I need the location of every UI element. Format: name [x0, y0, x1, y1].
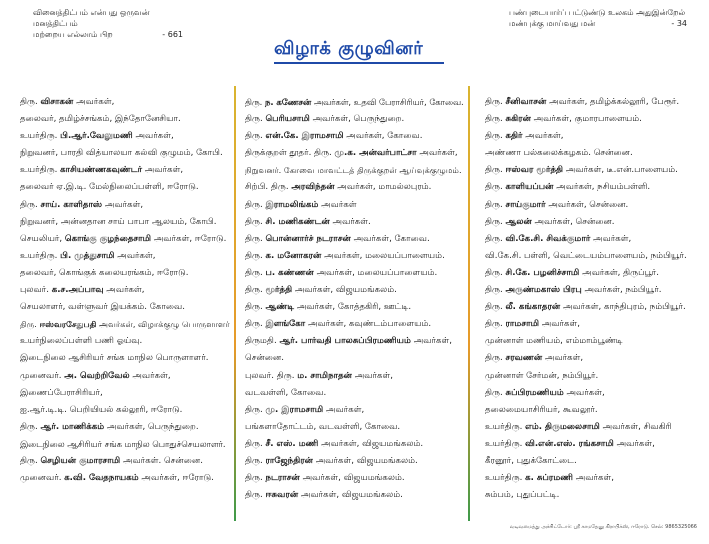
entry-suffix: அவர்கள், [522, 131, 564, 142]
committee-entry [485, 282, 705, 299]
entry-suffix: அவர்கள், காந்திபுரம், நம்பியூர். [560, 302, 686, 313]
entry-prefix: திரு. [245, 404, 266, 415]
member-name: மூர்த்தி [265, 285, 293, 296]
entry-prefix: திரு. [485, 285, 506, 296]
member-name: ராஜேந்திரன் [265, 455, 314, 466]
member-name: ஆர். பார்வதி பாலசுப்பிரமணியம் [279, 336, 411, 347]
entry-prefix: உயர்திரு. [485, 473, 526, 484]
committee-entry [20, 350, 230, 367]
member-name: சுப்பிரமணியம் [505, 387, 564, 398]
member-name: சரவணன் [505, 353, 543, 364]
entry-suffix: அவர்கள், ஈரோடு. [138, 473, 214, 484]
entry-suffix: அவர்கள், விஜயமங்கலம். [299, 473, 405, 484]
member-name: பெரியசாமி [265, 114, 310, 125]
committee-entry [485, 470, 705, 487]
entry-prefix: தலைவர், கொங்குக் கலையரங்கம், ஈரோடு. [20, 267, 189, 278]
entry-suffix: அவர்கள், [129, 370, 171, 381]
member-name: ந. கணேசன் [264, 97, 312, 107]
member-name: ஆலன் [505, 216, 532, 227]
committee-entry [20, 145, 230, 162]
header-right-line1: பண்புடையார்ப் பட்டுண்டு உலகம் அதுஇன்றேல் [509, 8, 686, 17]
entry-prefix: பங்களாதோட்டம், வடவள்ளி, கோவை. [245, 421, 401, 432]
committee-entry [245, 231, 465, 248]
committee-entry [245, 350, 465, 367]
entry-suffix: அவர்கள், சென்னை. [545, 199, 629, 210]
header-right-number: - 34 [671, 19, 687, 28]
entry-prefix: திரு. [245, 267, 266, 278]
entry-prefix: திரு. [20, 319, 40, 330]
member-name: ஈஸ்வரசேதுபதி [39, 319, 97, 330]
entry-prefix: சென்னை. [245, 353, 284, 364]
entry-suffix: அவர்கள், கோத்தகிரி, ஊட்டி. [294, 302, 412, 313]
member-name: என்.கே. இராமசாமி [265, 131, 344, 142]
committee-entry [245, 299, 465, 316]
entry-prefix: முன்னாள் மணியம், எம்மாம்பூண்டி [485, 336, 623, 347]
entry-prefix: உயர்திரு. [20, 250, 61, 261]
committee-entry [485, 385, 705, 402]
committee-entry [245, 453, 465, 470]
committee-entry [20, 128, 230, 145]
committee-entry [245, 419, 465, 436]
member-name: பி.ஆர்.வேலுமணி [60, 131, 133, 142]
entry-prefix: திரு. [485, 97, 506, 107]
entry-prefix: இடைநிலை ஆசிரியர் சங்க மாநில பொதுச்செயலாளர். [20, 438, 226, 449]
entry-suffix: அவர்கள், விஜயமங்கலம். [292, 285, 397, 296]
committee-entry [485, 265, 705, 282]
entry-prefix: திரு. [485, 233, 506, 244]
committee-entry [20, 470, 230, 487]
committee-column-1 [20, 94, 230, 487]
entry-suffix: அவர்கள், நம்பியூர். [581, 285, 662, 296]
member-name: க. சுப்ரமணி [525, 473, 574, 484]
entry-suffix: அவர்கள், [103, 285, 145, 296]
committee-entry [485, 94, 705, 111]
entry-suffix: அவர்கள், [590, 233, 632, 244]
entry-suffix: அவர்கள், சென்னை. [531, 216, 615, 227]
committee-entry [20, 231, 230, 248]
member-name: மு. இராமசாமி [265, 404, 324, 415]
printer-credit: வடிவமைத்து அச்சிட்டோர்: ஸ்ரீ காமதேனு கிராபிக்ஸ், ஈரோடு. செல்: 9865325066 [509, 524, 697, 530]
entry-suffix: அவர்கள், கோவை. [343, 131, 423, 142]
entry-prefix: திரு. [245, 302, 266, 313]
entry-suffix: அவர்கள், [613, 438, 655, 449]
entry-suffix: அவர்கள், [102, 199, 144, 210]
member-name: பி. முத்துசாமி [60, 250, 115, 261]
entry-suffix: அவர்கள், மலையப்பாளையம். [313, 267, 438, 278]
entry-prefix: உயர்திரு. [20, 131, 61, 142]
entry-prefix: முனைவர். [20, 370, 65, 381]
committee-entry [20, 402, 230, 419]
committee-entry [485, 214, 705, 231]
entry-prefix: முன்னாள் சேர்மன், நம்பியூர். [485, 370, 599, 381]
entry-suffix: அவர்கள், மாமல்லபுரம். [334, 182, 432, 193]
committee-entry [20, 453, 230, 470]
committee-entry [245, 402, 465, 419]
member-name: காசியண்ணகவுண்டர் [60, 165, 143, 176]
entry-prefix: திரு. [245, 233, 266, 244]
entry-prefix: திரு. [245, 319, 266, 330]
entry-prefix: திருக்குறள் தூதர். திரு. [245, 148, 335, 159]
header-left-line1: வினைத்திட்பம் என்பது ஒருவன் மனத்திட்பம் [33, 8, 150, 28]
member-name: க.வி. வேதநாயகம் [64, 473, 139, 484]
entry-prefix: திரு. [20, 97, 41, 107]
header-left-couplet [33, 7, 183, 40]
member-name: ராமசாமி [505, 319, 540, 330]
member-name: ம. சாமிநாதன் [297, 370, 353, 381]
entry-prefix: புலவர். [20, 285, 52, 296]
entry-suffix: அவர்கள், [323, 404, 365, 415]
entry-prefix: திரு. [485, 114, 506, 125]
entry-prefix: திரு. [245, 455, 266, 466]
entry-prefix: திரு. [485, 182, 506, 193]
entry-prefix: திரு. [245, 473, 266, 484]
header-right-line2: மண்புக்கு மாய்வது மன் [509, 19, 596, 28]
entry-prefix: நிறுவனர். கோவை மாவட்டத் திருக்குறள் ஆய்வுக்குழுமம். [245, 165, 462, 176]
entry-suffix: அவர்கள், [563, 387, 605, 398]
committee-entry [485, 487, 705, 504]
committee-entry [245, 333, 465, 350]
committee-entry [20, 265, 230, 282]
committee-entry [20, 299, 230, 316]
entry-suffix: அவர்கள், [542, 353, 584, 364]
committee-entry [485, 368, 705, 385]
committee-entry [245, 248, 465, 265]
entry-prefix: திரு. [20, 455, 41, 466]
entry-prefix: சும்பம், புதுப்பட்டி. [485, 490, 560, 501]
committee-entry [485, 402, 705, 419]
committee-entry [20, 197, 230, 214]
entry-prefix: கீரனூர், புதுக்கோட்டை. [485, 455, 577, 466]
entry-prefix: ஐ.ஆர்.டி.டி. பெறியியல் கல்லூரி, ஈரோடு. [20, 404, 183, 415]
entry-prefix: திரு. [485, 319, 506, 330]
committee-entry [485, 248, 705, 265]
column-divider [234, 86, 236, 521]
entry-prefix: திரு. [485, 267, 506, 278]
committee-entry [245, 162, 465, 179]
entry-prefix: திரு. [485, 387, 506, 398]
committee-entry [20, 214, 230, 231]
entry-prefix: உயர்திரு. [20, 165, 61, 176]
entry-prefix: திரு. [485, 302, 506, 313]
member-name: ஈஸ்வர மூர்த்தி [505, 165, 564, 176]
entry-suffix: அவர்கள், குமாரபாளையம். [530, 114, 642, 125]
entry-suffix: அவர்கள். [329, 216, 371, 227]
entry-prefix: இடைநிலை ஆசிரியர் சங்க மாநில பொருளாளர். [20, 353, 209, 364]
entry-prefix: திரு. [485, 165, 506, 176]
entry-prefix: திரு. [245, 438, 266, 449]
title-underline [274, 62, 444, 64]
member-name: சாய். காளிதாஸ் [40, 199, 103, 210]
member-name: இளங்கோ [265, 319, 306, 330]
committee-entry [245, 128, 465, 145]
committee-entry [485, 316, 705, 333]
entry-prefix: நிறுவனர், அன்னதான சாய் பாபா ஆலயம், கோபி. [20, 216, 217, 227]
committee-entry [245, 487, 465, 504]
member-name: சீனிவாசன் [505, 97, 547, 107]
committee-entry [20, 111, 230, 128]
entry-prefix: திரு. [245, 490, 266, 501]
page-title: விழாக் குழுவினர் [274, 38, 424, 59]
committee-entry [245, 111, 465, 128]
committee-entry [485, 162, 705, 179]
column-divider [468, 86, 470, 521]
entry-prefix: திரு. [485, 353, 506, 364]
committee-entry [245, 470, 465, 487]
entry-suffix: அவர்கள், [410, 336, 452, 347]
committee-entry [485, 145, 705, 162]
entry-prefix: உயர்திரு. [485, 438, 526, 449]
member-name: கதிர் [505, 131, 523, 142]
committee-entry [485, 436, 705, 453]
entry-prefix: திரு. [485, 131, 506, 142]
entry-suffix: அவர்கள். சென்னை. [120, 455, 203, 466]
committee-entry [245, 368, 465, 385]
member-name: ஆர். மாணிக்கம் [40, 421, 105, 432]
entry-suffix: அவர்கள், விஜயமங்கலம். [313, 455, 418, 466]
member-name: அ. வெற்றிவேல் [64, 370, 130, 381]
member-name: பொன்னார்ச் நடராசன் [265, 233, 351, 244]
committee-column-2 [245, 94, 465, 504]
entry-suffix: அவர்கள், தமிழ்க்கல்லூரி, பேரூர். [546, 97, 680, 107]
member-name: காளியப்பன் [505, 182, 554, 193]
entry-suffix: அவர்கள், விஜயமங்கலம். [318, 438, 424, 449]
header-left-line2: மற்றைய எல்லாம் பிற [33, 30, 113, 39]
committee-entry [245, 145, 465, 162]
entry-suffix: அவர்கள், [539, 319, 581, 330]
committee-entry [20, 179, 230, 196]
committee-column-3 [485, 94, 705, 504]
entry-suffix: அவர்கள், [73, 97, 115, 107]
entry-prefix: வடவள்ளி, கோவை. [245, 387, 327, 398]
entry-prefix: திரு. [245, 199, 266, 210]
entry-suffix: அவர்கள், ஈரோடு. [151, 233, 227, 244]
entry-suffix: அவர்கள், டீ.என்.பாளையம். [563, 165, 678, 176]
committee-entry [245, 385, 465, 402]
committee-entry [245, 282, 465, 299]
committee-entry [20, 316, 230, 333]
entry-suffix: அவர்கள், [114, 250, 156, 261]
member-name: சுகிரன் [505, 114, 531, 125]
member-name: சீ. எஸ். மணி [265, 438, 319, 449]
entry-prefix: சிற்பி. திரு. [245, 182, 292, 193]
entry-prefix: நிறுவனர், பாரதி வித்யாலயா கல்வி குழுமம், கோபி. [20, 148, 223, 159]
member-name: வி.என்.எஸ். ரங்கசாமி [525, 438, 614, 449]
committee-entry [245, 316, 465, 333]
committee-entry [20, 368, 230, 385]
member-name: செழியன் குமாரசாமி [40, 455, 121, 466]
entry-prefix: திரு. [245, 216, 266, 227]
committee-entry [245, 179, 465, 196]
header-left-number: - 661 [162, 30, 183, 39]
entry-prefix: தலைமையாசிரியர், கூவலூர். [485, 404, 598, 415]
committee-entry [485, 299, 705, 316]
member-name: அரவிந்தன் [291, 182, 335, 193]
entry-prefix: திரு. [20, 421, 41, 432]
entry-prefix: தலைவர் ஏ.இ.டி. மேல்நிலைப்பள்ளி, ஈரோடு. [20, 182, 199, 193]
committee-entry [245, 94, 465, 111]
entry-suffix: அவர்கள், திருப்பூர். [579, 267, 660, 278]
entry-suffix: அவர்கள், கவுண்டம்பாளையம். [305, 319, 432, 330]
committee-entry [485, 197, 705, 214]
entry-suffix: அவர்கள், நசியம்பள்ளி. [553, 182, 651, 193]
entry-suffix: அவர்கள், [416, 148, 458, 159]
member-name: சாய்குமார் [505, 199, 546, 210]
member-name: எம். திருமலைசாமி [525, 421, 600, 432]
entry-prefix: புலவர். திரு. [245, 370, 298, 381]
entry-prefix: அண்ணா பல்கலைக்கழகம். சென்னை. [485, 148, 633, 159]
entry-prefix: திரு. [485, 216, 506, 227]
committee-entry [485, 179, 705, 196]
entry-prefix: இணைப்பேராசிரியர், [20, 387, 103, 398]
entry-suffix: அவர்கள், பெருந்துறை. [104, 421, 199, 432]
entry-prefix: தலைவர், தமிழ்ச்சங்கம், இந்தோனேசியா. [20, 114, 181, 125]
entry-suffix: அவர்கள், மலையப்பாளையம். [321, 250, 445, 261]
member-name: நடராசன் [265, 473, 300, 484]
committee-entry [485, 231, 705, 248]
entry-prefix: திரு. [245, 131, 266, 142]
member-name: க. மனோகரன் [265, 250, 322, 261]
entry-prefix: வி.கே.சி. பள்ளி, வெட்டையம்பாளையம், நம்பியூர். [485, 250, 687, 261]
committee-entry [20, 282, 230, 299]
entry-suffix: அவர்கள், கோவை. [350, 233, 430, 244]
member-name: மு.க. அன்வர்பாட்சா [334, 148, 417, 159]
entry-prefix: திரு. [245, 97, 265, 107]
entry-suffix: அவர்கள் [318, 199, 357, 210]
entry-prefix: திரு. [245, 114, 266, 125]
member-name: க.ச.அப்பாவு [51, 285, 104, 296]
entry-prefix: செயலியர், [20, 233, 65, 244]
entry-prefix: செயலாளர், வள்ளுவர் இயக்கம். கோவை. [20, 302, 185, 313]
member-name: ஆண்டி [265, 302, 295, 313]
member-name: சி.கே. பழனிச்சாமி [505, 267, 580, 278]
entry-suffix: அவர்கள், விஜயமங்கலம். [298, 490, 403, 501]
committee-entry [485, 111, 705, 128]
entry-prefix: திரு. [20, 199, 41, 210]
member-name: இராமலிங்கம் [265, 199, 319, 210]
member-name: ப. கண்ணன் [265, 267, 314, 278]
entry-suffix: அவர்கள், சிவகிரி [599, 421, 672, 432]
entry-suffix: அவர்கள், [132, 131, 174, 142]
entry-suffix: அவர்கள், பெருந்துறை. [309, 114, 405, 125]
member-name: வி.கே.சி. சிவக்குமார் [505, 233, 591, 244]
committee-entry [485, 350, 705, 367]
member-name: கொங்கு குழந்தைசாமி [64, 233, 152, 244]
committee-entry [20, 162, 230, 179]
entry-suffix: அவர்கள், விழாக்குழு பொருளாளர் [96, 319, 230, 330]
header-right-couplet [509, 7, 687, 29]
committee-entry [245, 436, 465, 453]
entry-prefix: முனைவர். [20, 473, 65, 484]
entry-suffix: அவர்கள், [573, 473, 615, 484]
entry-prefix: உயர்நிலைப்பள்ளி பணி ஓய்வு. [20, 336, 143, 347]
member-name: அருண்மகாஸ் பிரபு [505, 285, 582, 296]
committee-entry [20, 436, 230, 453]
entry-suffix: அவர்கள், [142, 165, 184, 176]
committee-entry [20, 94, 230, 111]
committee-entry [20, 419, 230, 436]
member-name: சி. மணிகண்டன் [265, 216, 330, 227]
entry-prefix: உயர்திரு. [485, 421, 526, 432]
member-name: லீ. கங்காதரன் [505, 302, 561, 313]
committee-entry [20, 248, 230, 265]
entry-suffix: அவர்கள், [352, 370, 393, 381]
committee-entry [245, 265, 465, 282]
entry-prefix: திரு. [485, 199, 506, 210]
member-name: ஈசுவரன் [265, 490, 299, 501]
committee-entry [245, 197, 465, 214]
committee-entry [485, 453, 705, 470]
committee-entry [245, 214, 465, 231]
committee-entry [20, 333, 230, 350]
entry-suffix: அவர்கள், உதவி பேராசிரியர், கோவை. [311, 97, 464, 107]
entry-prefix: திருமதி. [245, 336, 280, 347]
entry-prefix: திரு. [245, 285, 266, 296]
committee-entry [485, 128, 705, 145]
entry-prefix: திரு. [245, 250, 266, 261]
member-name: விசாகன் [40, 97, 74, 107]
committee-entry [485, 419, 705, 436]
committee-entry [485, 333, 705, 350]
committee-entry [20, 385, 230, 402]
